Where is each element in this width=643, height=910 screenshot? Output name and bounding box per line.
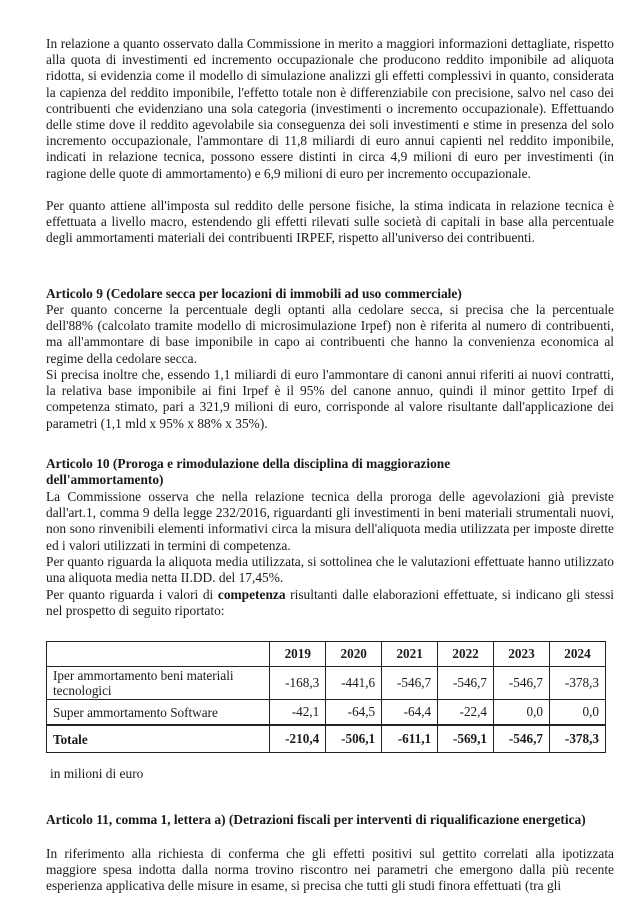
table-total-cell: -611,1 xyxy=(382,725,438,753)
table-header-year: 2023 xyxy=(494,642,550,667)
table-cell: -546,7 xyxy=(438,667,494,700)
table-header-year: 2024 xyxy=(549,642,605,667)
table-header-year: 2021 xyxy=(382,642,438,667)
article-9-heading: Articolo 9 (Cedolare secca per locazioni di immobili ad uso commerciale) xyxy=(46,286,462,301)
competenza-bold-word: competenza xyxy=(217,587,286,602)
table-row xyxy=(47,700,606,726)
table-cell: -546,7 xyxy=(494,667,550,700)
table-cell: 0,0 xyxy=(494,700,550,726)
table-header-row xyxy=(47,642,606,667)
table-cell: -42,1 xyxy=(270,700,326,726)
article-9-paragraph-1: Per quanto concerne la percentuale degli optanti alla cedolare secca, si precisa che la percentuale dell'88% (calcolato tramite modello di microsimulazione Irpef) non è riferita al numero di contribuenti, ma all'ammontare di base imponibile in capo ai contribuenti che hanno la convenienza economica al regime della cedolare secca. xyxy=(46,302,614,366)
table-total-cell: -506,1 xyxy=(326,725,382,753)
table-header-year: 2019 xyxy=(270,642,326,667)
table-header-empty xyxy=(47,642,270,667)
intro-paragraph-1: In relazione a quanto osservato dalla Commissione in merito a maggiori informazioni dettagliate, rispetto alla quota di investimenti ed incremento occupazionale che producono reddito imponibile ad aliquota ridotta, si evidenzia come il modello di simulazione analizzi gli effetti complessivi in quanto, considerata la capienza del reddito imponibile, l'effetto totale non è differenziabile con precisione, salvo nel caso dei contribuenti che evidenziano una sola categoria (investimenti o incremento occupazionale). Effettuando delle stime dove il reddito agevolabile sia conseguenza dei soli investimenti e stime in presenza del solo incremento occupazionale, l'ammontare di 11,8 miliardi di euro annui capienti nel reddito imponibile, indicati in relazione tecnica, possono essere distinti in circa 4,9 milioni di euro per investimenti (in ragione delle quote di ammortamento) e 6,9 milioni di euro per incremento occupazionale. xyxy=(46,36,614,181)
intro-paragraph-2: Per quanto attiene all'imposta sul reddito delle persone fisiche, la stima indicata in relazione tecnica è effettuata a livello macro, estendendo gli effetti rilevati sulle società di capitali in base alla percentuale degli ammortamenti materiali dei contribuenti IRPEF, rispetto all'universo dei contribuenti. xyxy=(46,198,614,246)
table-header-year: 2020 xyxy=(326,642,382,667)
table-row-label: Iper ammortamento beni materiali tecnologici xyxy=(47,667,270,700)
article-10-competenza-paragraph xyxy=(46,587,614,619)
competenza-table xyxy=(46,641,606,753)
table-unit-note: in milioni di euro xyxy=(50,766,144,781)
table-total-cell: -569,1 xyxy=(438,725,494,753)
article-9-paragraph-2: Si precisa inoltre che, essendo 1,1 miliardi di euro l'ammontare di canoni annui riferiti ai nuovi contratti, la relativa base imponibile ai fini Irpef è il 95% del canone annuo, quindi il minor gettito Irpef di competenza stimato, pari a 321,9 milioni di euro, corrisponde al valore risultante dall'applicazione dei parametri (1,1 mld x 95% x 88% x 35%). xyxy=(46,367,614,431)
competenza-text-after: risultanti dalle elaborazioni effettuate, si indicano gli stessi nel prospetto di seguito riportato: xyxy=(46,587,614,619)
table-cell: -546,7 xyxy=(382,667,438,700)
table-cell: -168,3 xyxy=(270,667,326,700)
article-10-paragraph-2: Per quanto riguarda la aliquota media utilizzata, si sottolinea che le valutazioni effettuate hanno utilizzato una aliquota media netta II.DD. del 17,45%. xyxy=(46,554,614,586)
table-cell: -64,5 xyxy=(326,700,382,726)
article-10-heading-line-1: Articolo 10 (Proroga e rimodulazione della disciplina di maggiorazione xyxy=(46,456,451,471)
table-total-cell: -378,3 xyxy=(549,725,605,753)
table-row-label: Super ammortamento Software xyxy=(47,700,270,726)
article-10-paragraph-1: La Commissione osserva che nella relazione tecnica della proroga delle agevolazioni già previste dall'art.1, comma 9 della legge 232/2016, riguardanti gli investimenti in beni materiali strumentali nuovi, non sono rinvenibili elementi informativi circa la misura dell'aliquota media utilizzata per imposte dirette ed i valori utilizzati in termini di competenza. xyxy=(46,489,614,553)
table-row xyxy=(47,667,606,700)
table-cell: -22,4 xyxy=(438,700,494,726)
competenza-text-before: Per quanto riguarda i valori di xyxy=(46,587,218,602)
table-cell: -441,6 xyxy=(326,667,382,700)
article-11-paragraph: In riferimento alla richiesta di conferma che gli effetti positivi sul gettito correlati alla ipotizzata maggiore spesa indotta dalla norma trovino riscontro nei parametri che emergono dalla più recente esperienza applicativa delle misure in esame, si precisa che tutti gli studi finora effettuati (tra gli xyxy=(46,846,614,894)
table-cell: -64,4 xyxy=(382,700,438,726)
article-11-heading: Articolo 11, comma 1, lettera a) (Detrazioni fiscali per interventi di riqualificazione energetica) xyxy=(46,812,586,827)
table-cell: -378,3 xyxy=(549,667,605,700)
table-total-cell: -546,7 xyxy=(494,725,550,753)
table-header-year: 2022 xyxy=(438,642,494,667)
table-total-cell: -210,4 xyxy=(270,725,326,753)
table-cell: 0,0 xyxy=(549,700,605,726)
table-total-label: Totale xyxy=(47,725,270,753)
article-10-heading-line-2: dell'ammortamento) xyxy=(46,472,164,487)
table-total-row xyxy=(47,725,606,753)
